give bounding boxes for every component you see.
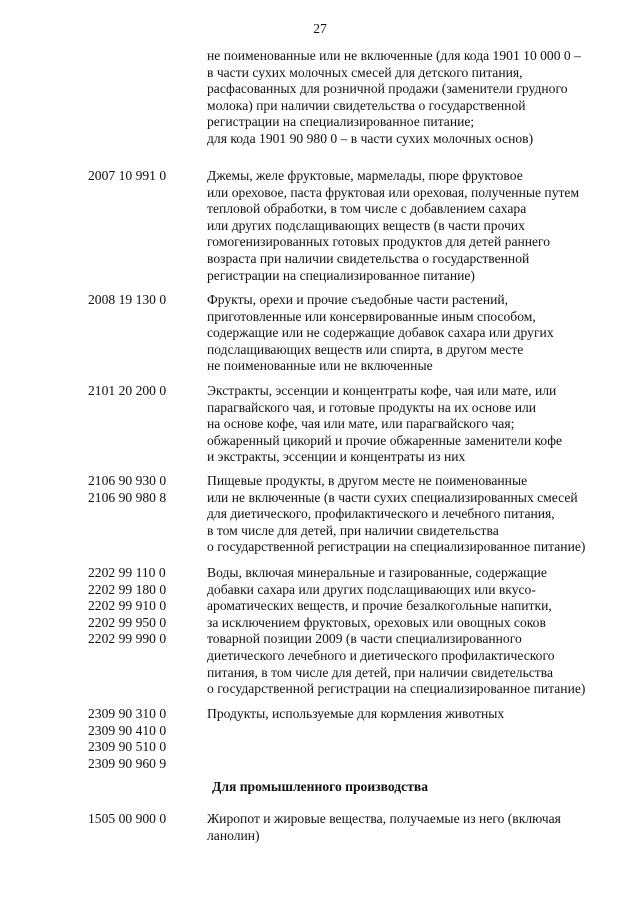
description-line: приготовленные или консервированные иным способом, xyxy=(207,308,536,324)
description-line: Жиропот и жировые вещества, получаемые из него (включая xyxy=(207,811,561,826)
description-line: или других подслащивающих веществ (в части прочих xyxy=(207,217,525,233)
code-list xyxy=(88,383,200,400)
description-line: ланолин) xyxy=(207,827,260,843)
tnved-code: 2106 90 980 8 xyxy=(88,489,167,505)
tnved-code: 2007 10 991 0 xyxy=(88,168,167,183)
tnved-code: 2202 99 180 0 xyxy=(88,581,167,597)
entry-description xyxy=(207,48,607,148)
description-line: ароматических веществ, и прочие безалкогольные напитки, xyxy=(207,598,552,614)
description-line: и экстракты, эссенции и концентраты из них xyxy=(207,449,466,465)
tnved-code: 2008 19 130 0 xyxy=(88,292,167,307)
description-line: молока) при наличии свидетельства о государственной xyxy=(207,97,526,113)
entry-description xyxy=(207,473,607,556)
description-line: гомогенизированных готовых продуктов для детей раннего xyxy=(207,234,551,250)
code-list xyxy=(88,473,200,506)
description-line: не поименованные или не включенные (для кода 1901 10 000 0 – xyxy=(207,48,581,63)
description-line: товарной позиции 2009 (в части специализированного xyxy=(207,631,522,647)
tnved-code: 2202 99 910 0 xyxy=(88,598,167,614)
description-line: о государственной регистрации на специализированное питание) xyxy=(207,539,586,555)
description-line: Пищевые продукты, в другом месте не поименованные xyxy=(207,473,528,488)
entry-description xyxy=(207,168,607,284)
description-line: для диетического, профилактического и лечебного питания, xyxy=(207,506,555,522)
page-number: 27 xyxy=(313,21,327,36)
description-line: Воды, включая минеральные и газированные, содержащие xyxy=(207,565,547,580)
description-line: содержащие или не содержащие добавок сахара или других xyxy=(207,325,554,341)
tnved-code: 2309 90 960 9 xyxy=(88,755,167,771)
description-line: диетического лечебного и диетического профилактического xyxy=(207,647,555,663)
tnved-code: 2309 90 410 0 xyxy=(88,722,167,738)
tnved-code: 2309 90 510 0 xyxy=(88,739,167,755)
description-line: на основе кофе, чая или мате, или парагвайского чая; xyxy=(207,416,515,432)
code-list xyxy=(88,706,200,772)
entry-description xyxy=(207,383,607,466)
section-heading: Для промышленного производства xyxy=(211,779,429,794)
tnved-code: 2202 99 950 0 xyxy=(88,614,167,630)
description-line: для кода 1901 90 980 0 – в части сухих молочных основ) xyxy=(207,130,534,146)
description-line: Продукты, используемые для кормления животных xyxy=(207,706,505,721)
code-list xyxy=(88,292,200,309)
description-line: подслащивающих веществ или спирта, в другом месте xyxy=(207,341,524,357)
description-line: регистрации на специализированное питание; xyxy=(207,114,475,130)
code-list xyxy=(88,565,200,648)
entry-description xyxy=(207,706,607,723)
tnved-code: 2106 90 930 0 xyxy=(88,473,167,488)
description-line: тепловой обработки, в том числе с добавлением сахара xyxy=(207,201,527,217)
description-line: парагвайского чая, и готовые продукты на их основе или xyxy=(207,399,537,415)
description-line: или не включенные (в части сухих специализированных смесей xyxy=(207,489,578,505)
description-line: питания, в том числе для детей, при наличии свидетельства xyxy=(207,664,554,680)
description-line: за исключением фруктовых, ореховых или овощных соков xyxy=(207,614,546,630)
entry-description xyxy=(207,811,607,844)
entry-description xyxy=(207,292,607,375)
description-line: добавки сахара или других подслащивающих или вкусо- xyxy=(207,581,536,597)
tnved-code: 1505 00 900 0 xyxy=(88,811,167,826)
description-line: Фрукты, орехи и прочие съедобные части растений, xyxy=(207,292,509,307)
description-line: Экстракты, эссенции и концентраты кофе, чая или мате, или xyxy=(207,383,557,398)
code-list xyxy=(88,811,200,828)
tnved-code: 2309 90 310 0 xyxy=(88,706,167,721)
description-line: обжаренный цикорий и прочие обжаренные заменители кофе xyxy=(207,432,563,448)
description-line: в части сухих молочных смесей для детского питания, xyxy=(207,64,523,80)
description-line: расфасованных для розничной продажи (заменители грудного xyxy=(207,81,568,97)
description-line: регистрации на специализированное питание) xyxy=(207,267,475,283)
code-list xyxy=(88,168,200,185)
tnved-code: 2101 20 200 0 xyxy=(88,383,167,398)
tnved-code: 2202 99 110 0 xyxy=(88,565,166,580)
description-line: о государственной регистрации на специализированное питание) xyxy=(207,681,586,697)
description-line: Джемы, желе фруктовые, мармелады, пюре фруктовое xyxy=(207,168,523,183)
description-line: не поименованные или не включенные xyxy=(207,358,433,374)
tnved-code: 2202 99 990 0 xyxy=(88,631,167,647)
description-line: в том числе для детей, при наличии свидетельства xyxy=(207,522,499,538)
description-line: или ореховое, паста фруктовая или ореховая, полученные путем xyxy=(207,184,580,200)
description-line: возраста при наличии свидетельства о государственной xyxy=(207,250,530,266)
entry-description xyxy=(207,565,607,698)
